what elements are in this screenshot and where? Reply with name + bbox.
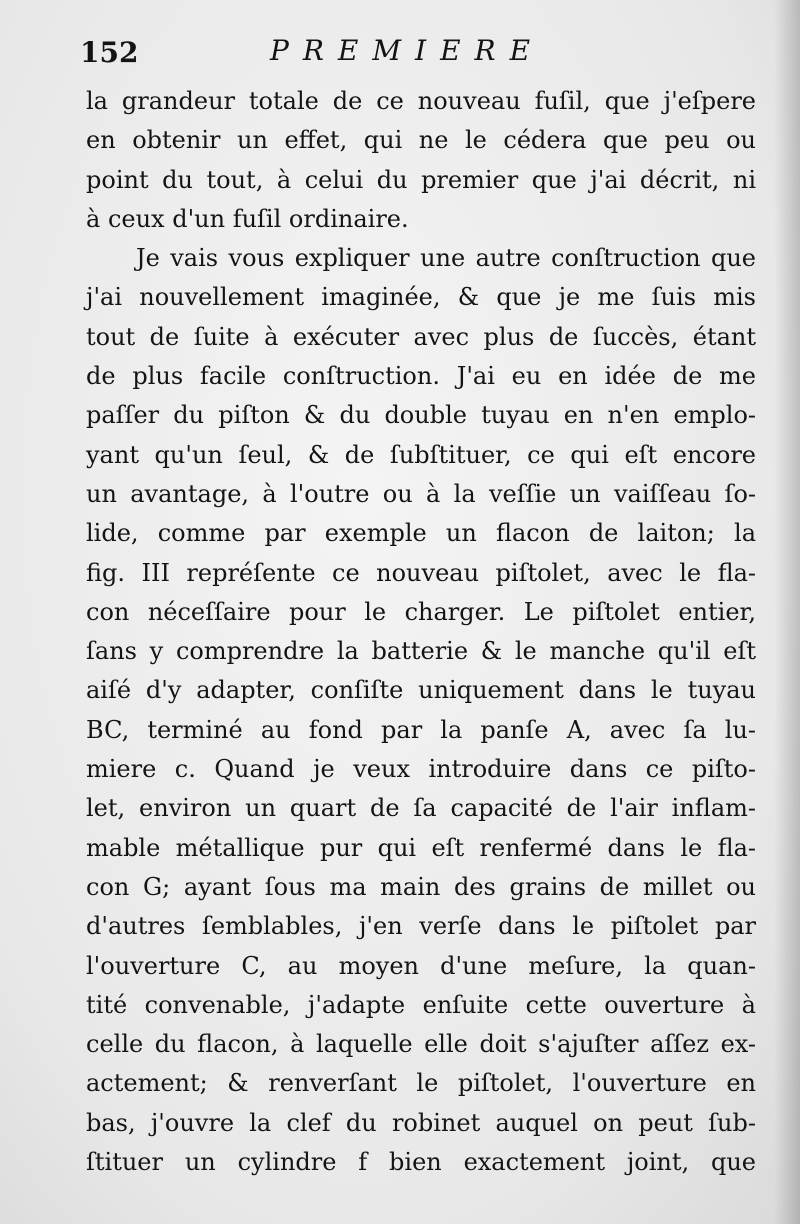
text-line: mable métallique pur qui eſt renfermé dans le fla- [86, 833, 756, 862]
page-header [80, 30, 760, 70]
text-line: en obtenir un effet, qui ne le cédera que peu ou [86, 126, 756, 155]
text-line: con G; ayant ſous ma main des grains de millet ou [86, 872, 756, 901]
text-line: point du tout, à celui du premier que j'ai décrit, ni [86, 165, 756, 194]
text-line: la grandeur totale de ce nouveau fuſil, que j'eſpere [86, 87, 756, 115]
text-line: ſtituer un cylindre f bien exactement joint, que [86, 1148, 756, 1177]
text-line: celle du flacon, à laquelle elle doit s'ajuſter aſſez ex- [86, 1030, 756, 1059]
page-number: 152 [80, 36, 139, 69]
text-line: actement; & renverſant le piſtolet, l'ouverture en [86, 1069, 756, 1098]
text-line: paſſer du piſton & du double tuyau en n'en emplo- [86, 401, 756, 430]
running-head: PREMIERE [270, 34, 545, 67]
text-line: lide, comme par exemple un flacon de laiton; la [86, 519, 756, 548]
paragraph-start-line: Je vais vous expliquer une autre conſtruction que [136, 244, 756, 273]
text-line: fig. III repréſente ce nouveau piſtolet, avec le fla- [86, 558, 756, 587]
text-line: aiſé d'y adapter, conſiſte uniquement dans le tuyau [86, 676, 756, 705]
text-line: ſans y comprendre la batterie & le manche qu'il eſt [86, 637, 756, 666]
text-line: miere c. Quand je veux introduire dans ce piſto- [86, 755, 756, 784]
text-line: de plus facile conſtruction. J'ai eu en idée de me [86, 362, 756, 391]
text-line: bas, j'ouvre la clef du robinet auquel on peut ſub- [86, 1108, 756, 1137]
text-line: let, environ un quart de ſa capacité de l'air inflam- [86, 794, 756, 823]
page-edge-shadow [774, 0, 800, 1224]
text-line: d'autres ſemblables, j'en verſe dans le piſtolet par [86, 912, 756, 941]
body-text [86, 82, 756, 1182]
text-line: à ceux d'un fuſil ordinaire. [86, 204, 409, 233]
text-line: un avantage, à l'outre ou à la veſſie un vaiſſeau ſo- [86, 479, 756, 508]
text-line: l'ouverture C, au moyen d'une meſure, la quan- [86, 951, 756, 980]
text-line: yant qu'un ſeul, & de ſubſtituer, ce qui eſt encore [86, 440, 756, 469]
text-line: tout de ſuite à exécuter avec plus de ſuccès, étant [86, 322, 756, 351]
text-line: j'ai nouvellement imaginée, & que je me ſuis mis [86, 283, 756, 312]
text-line: con néceſſaire pour le charger. Le piſtolet entier, [86, 597, 756, 626]
text-line: tité convenable, j'adapte enſuite cette ouverture à [86, 990, 756, 1019]
text-line: BC, terminé au fond par la panſe A, avec ſa lu- [86, 715, 756, 744]
